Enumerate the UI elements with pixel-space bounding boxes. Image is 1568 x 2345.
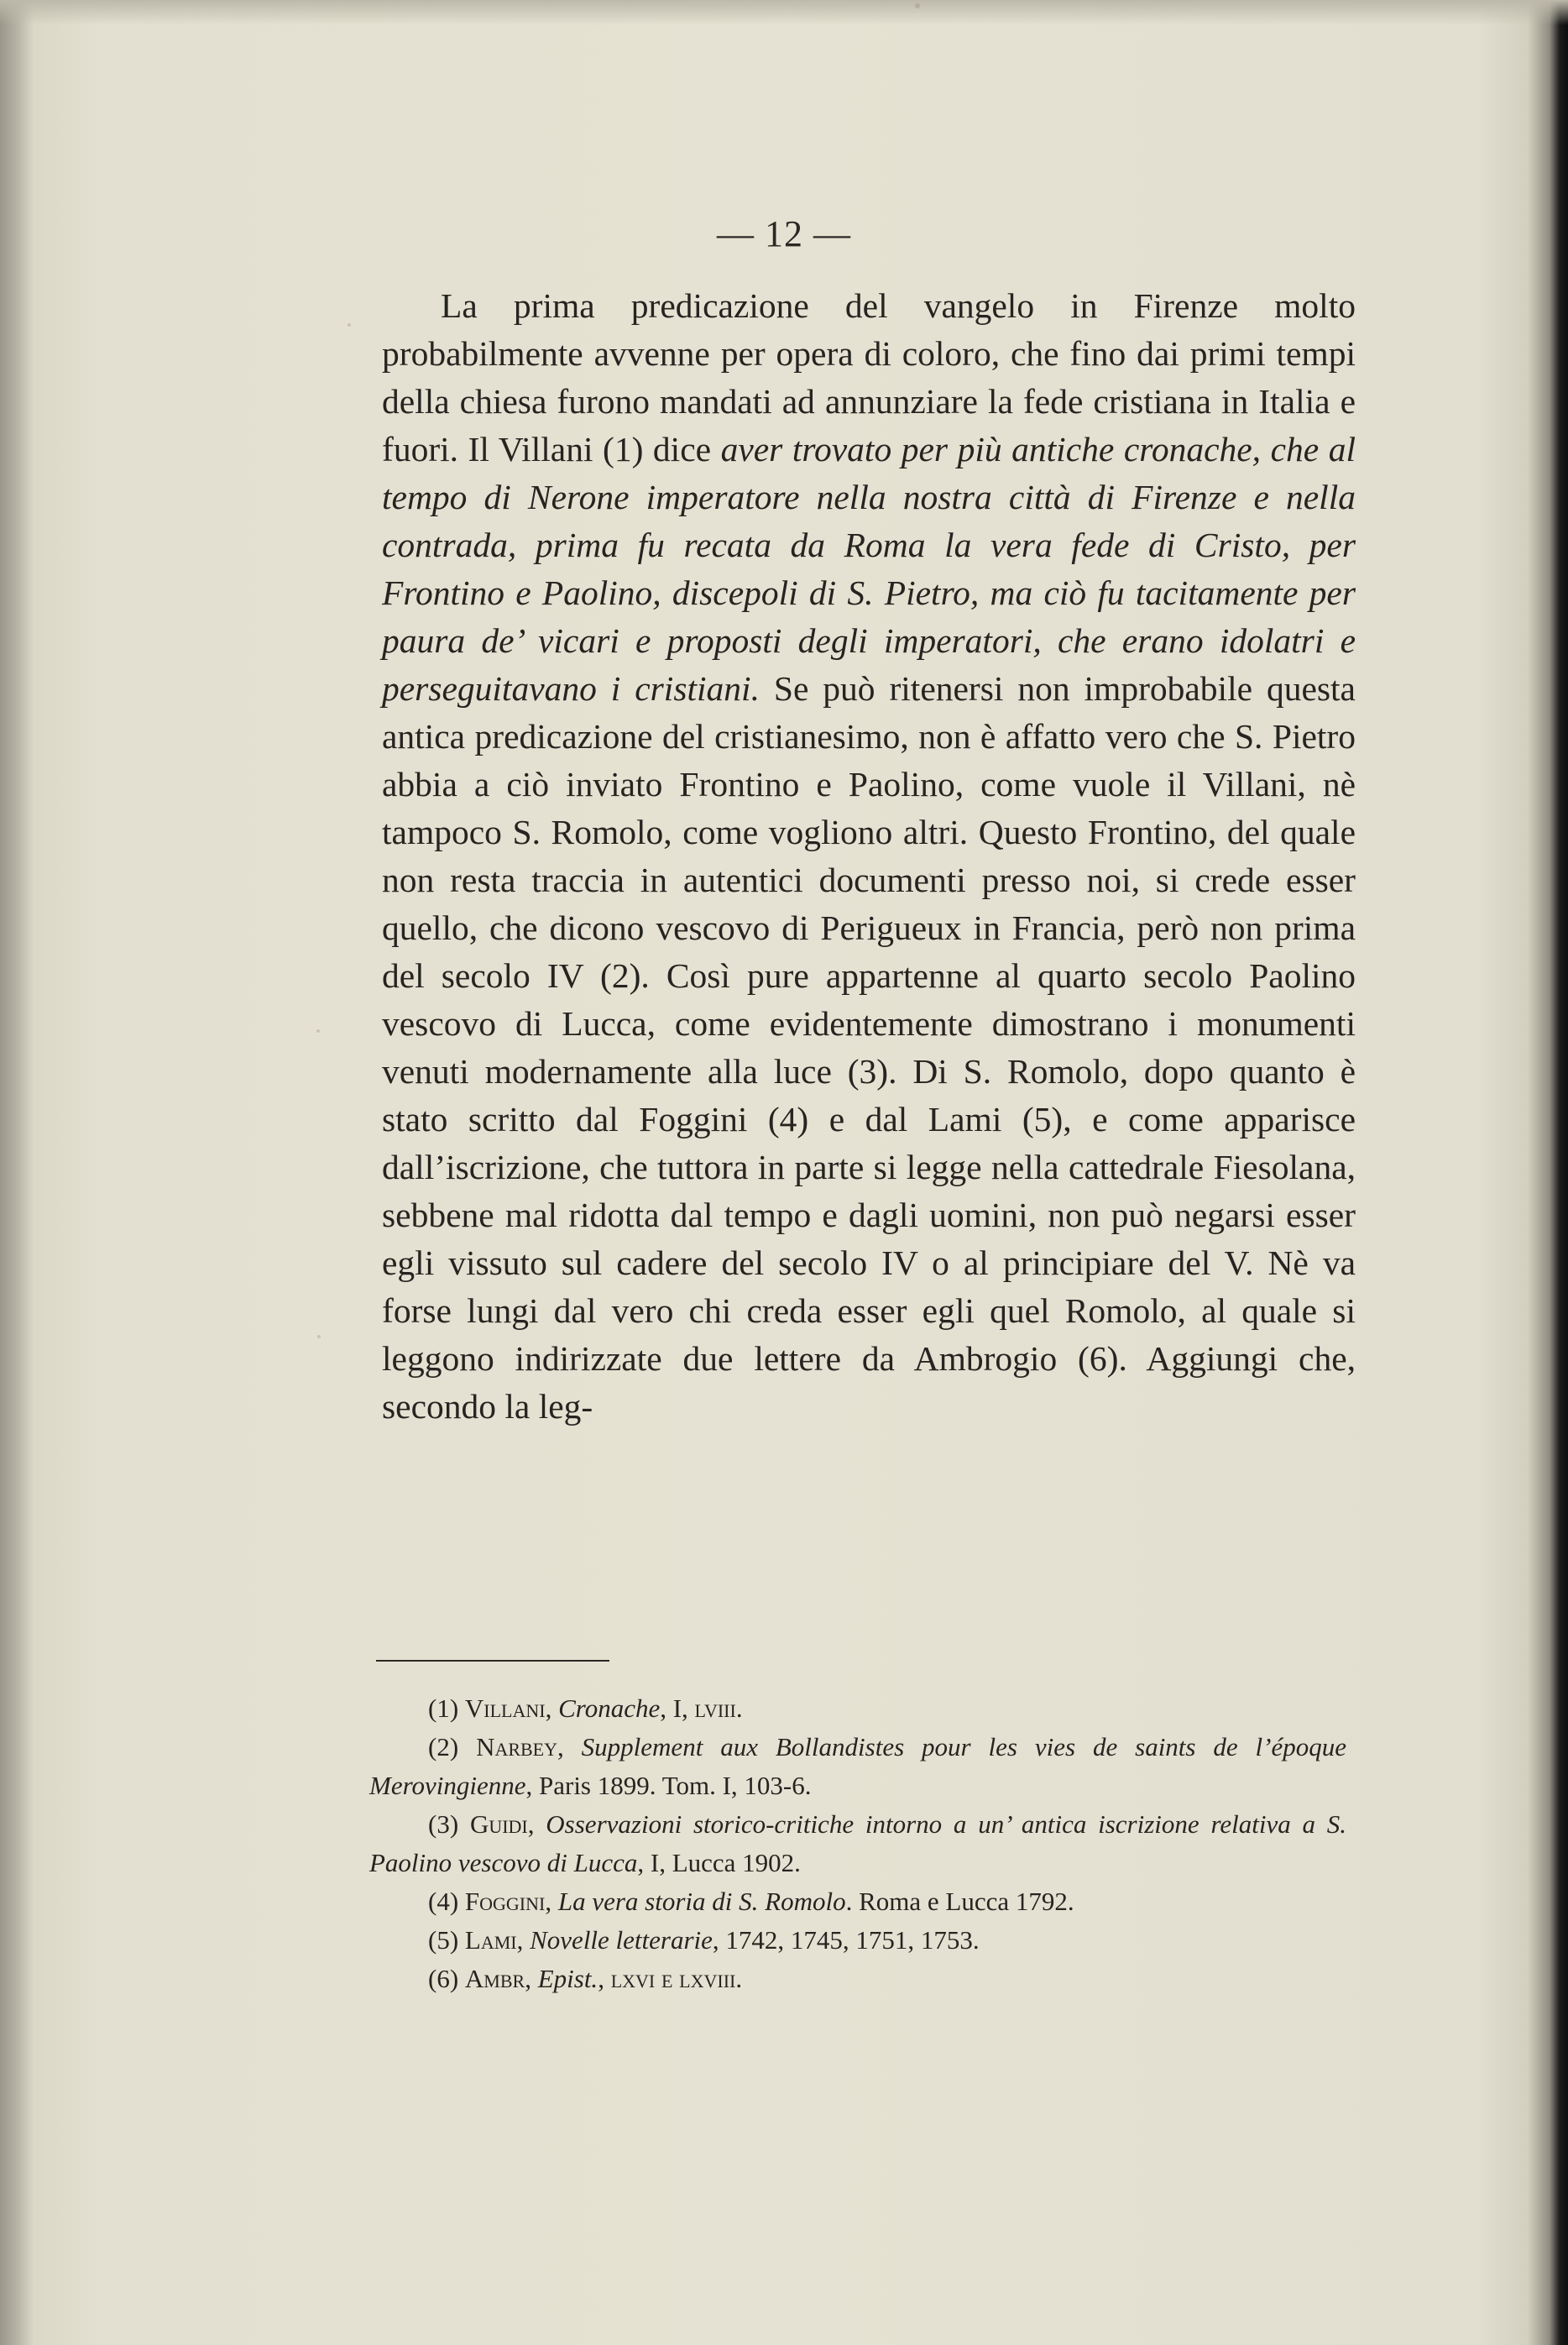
footnote-title: Osservazioni storico-critiche intorno a un’ antica iscrizione relativa a S. Paolino vescovo di Lucca [369,1809,1347,1877]
footnote-author: Guidi [469,1809,528,1839]
footnote-4 [369,1882,1346,1921]
footnote-author: Villani [464,1693,546,1723]
paper-speck [316,1029,320,1033]
footnotes [369,1689,1346,1998]
footnote-author: Lami [464,1925,517,1955]
footnote-title: Cronache [558,1693,661,1723]
footnote-details: . Roma e Lucca 1792. [845,1887,1074,1916]
footnote-details: , Paris 1899. Tom. I, 103-6. [525,1771,812,1800]
footnote-number: (2) [428,1732,459,1761]
page-shadow [0,0,1568,25]
footnote-end: . [735,1964,743,1993]
footnote-2 [369,1728,1346,1805]
footnote-3 [369,1805,1346,1882]
footnote-number: (1) [428,1693,459,1723]
footnote-details: , [598,1964,611,1993]
footnote-6 [369,1960,1346,1998]
footnote-details: , I, Lucca 1902. [637,1848,801,1877]
body-text-roman-2: Se può ritenersi non improbabile questa antica predicazione del cristianesimo, non è affatto vero che S. Pietro abbia a ciò inviato Frontino e Paolino, come vuole il Villani, nè tampoco S. Romolo, come vogliono altri. Questo Frontino, del quale non resta traccia in autentici documenti presso noi, si crede esser quello, che dicono vescovo di Perigueux in Francia, però non prima del secolo IV (2). Così pure appartenne al quarto secolo Paolino vescovo di Lucca, come evidentemente dimostrano i monumenti venuti modernamente alla luce (3). Di S. Romolo, dopo quanto è stato scritto dal Foggini (4) e dal Lami (5), e come apparisce dall’iscrizione, che tuttora in parte si legge nella cattedrale Fiesolana, sebbene mal ridotta dal tempo e dagli uomini, non può negarsi esser egli vissuto sul cadere del secolo IV o al principiare del V. Nè va forse lungi dal vero chi creda esser egli quel Romolo, al quale si leggono indirizzate due lettere da Ambrogio (6). Aggiungi che, secondo la leg- [382,669,1356,1426]
body-paragraph [382,282,1356,1431]
footnote-number: (4) [428,1887,459,1916]
paper-speck [915,3,920,8]
paper-speck [317,1335,321,1338]
body-text-roman-1: La prima predicazione del vangelo in Firenze molto probabilmente avvenne per opera di coloro, che fino dai primi tempi della chiesa furono mandati ad annunziare la fede cristiana in Italia e fuori. Il Villani (1) dice [382,286,1356,468]
footnote-1 [369,1689,1346,1728]
footnote-separator-text: , [525,1964,538,1993]
footnote-separator-text: , [516,1925,531,1955]
footnote-5 [369,1921,1346,1960]
footnote-author: Foggini [464,1887,546,1916]
footnote-title: Epist. [537,1964,598,1993]
footnote-separator-text: , [557,1732,582,1761]
footnote-title: Novelle letterarie [530,1925,713,1955]
footnote-number: (3) [428,1809,459,1839]
footnote-end: . [735,1693,743,1723]
paper-speck [348,323,351,327]
footnote-number: (5) [428,1925,459,1955]
footnote-title: Supplement aux Bollandistes pour les vies de saints de l’époque Merovingienne [369,1732,1347,1800]
footnote-separator-text: , [527,1809,546,1839]
footnote-separator-text: , [545,1887,558,1916]
page-number: — 12 — [717,213,851,254]
footnote-details: , I, [660,1693,695,1723]
footnote-number: (6) [428,1964,459,1993]
body-text-quotation: aver trovato per più antiche cronache, che al tempo di Nerone imperatore nella nostra città di Firenze e nella contrada, prima fu recata da Roma la vera fede di Cristo, per Frontino e Paolino, discepoli di S. Pietro, ma ciò fu tacitamente per paura de’ vicari e proposti degli imperatori, che erano idolatri e perseguitavano i cristiani. [382,430,1356,708]
footnote-roman-numeral: lxvi e lxviii [610,1964,736,1993]
footnote-roman-numeral: lviii [694,1693,736,1723]
footnote-separator [376,1660,609,1662]
footnote-author: Narbey [476,1732,558,1761]
footnote-details: , 1742, 1745, 1751, 1753. [712,1925,980,1955]
footnote-separator-text: , [545,1693,559,1723]
footnote-author: Ambr [464,1964,525,1993]
footnote-title: La vera storia di S. Romolo [557,1887,846,1916]
